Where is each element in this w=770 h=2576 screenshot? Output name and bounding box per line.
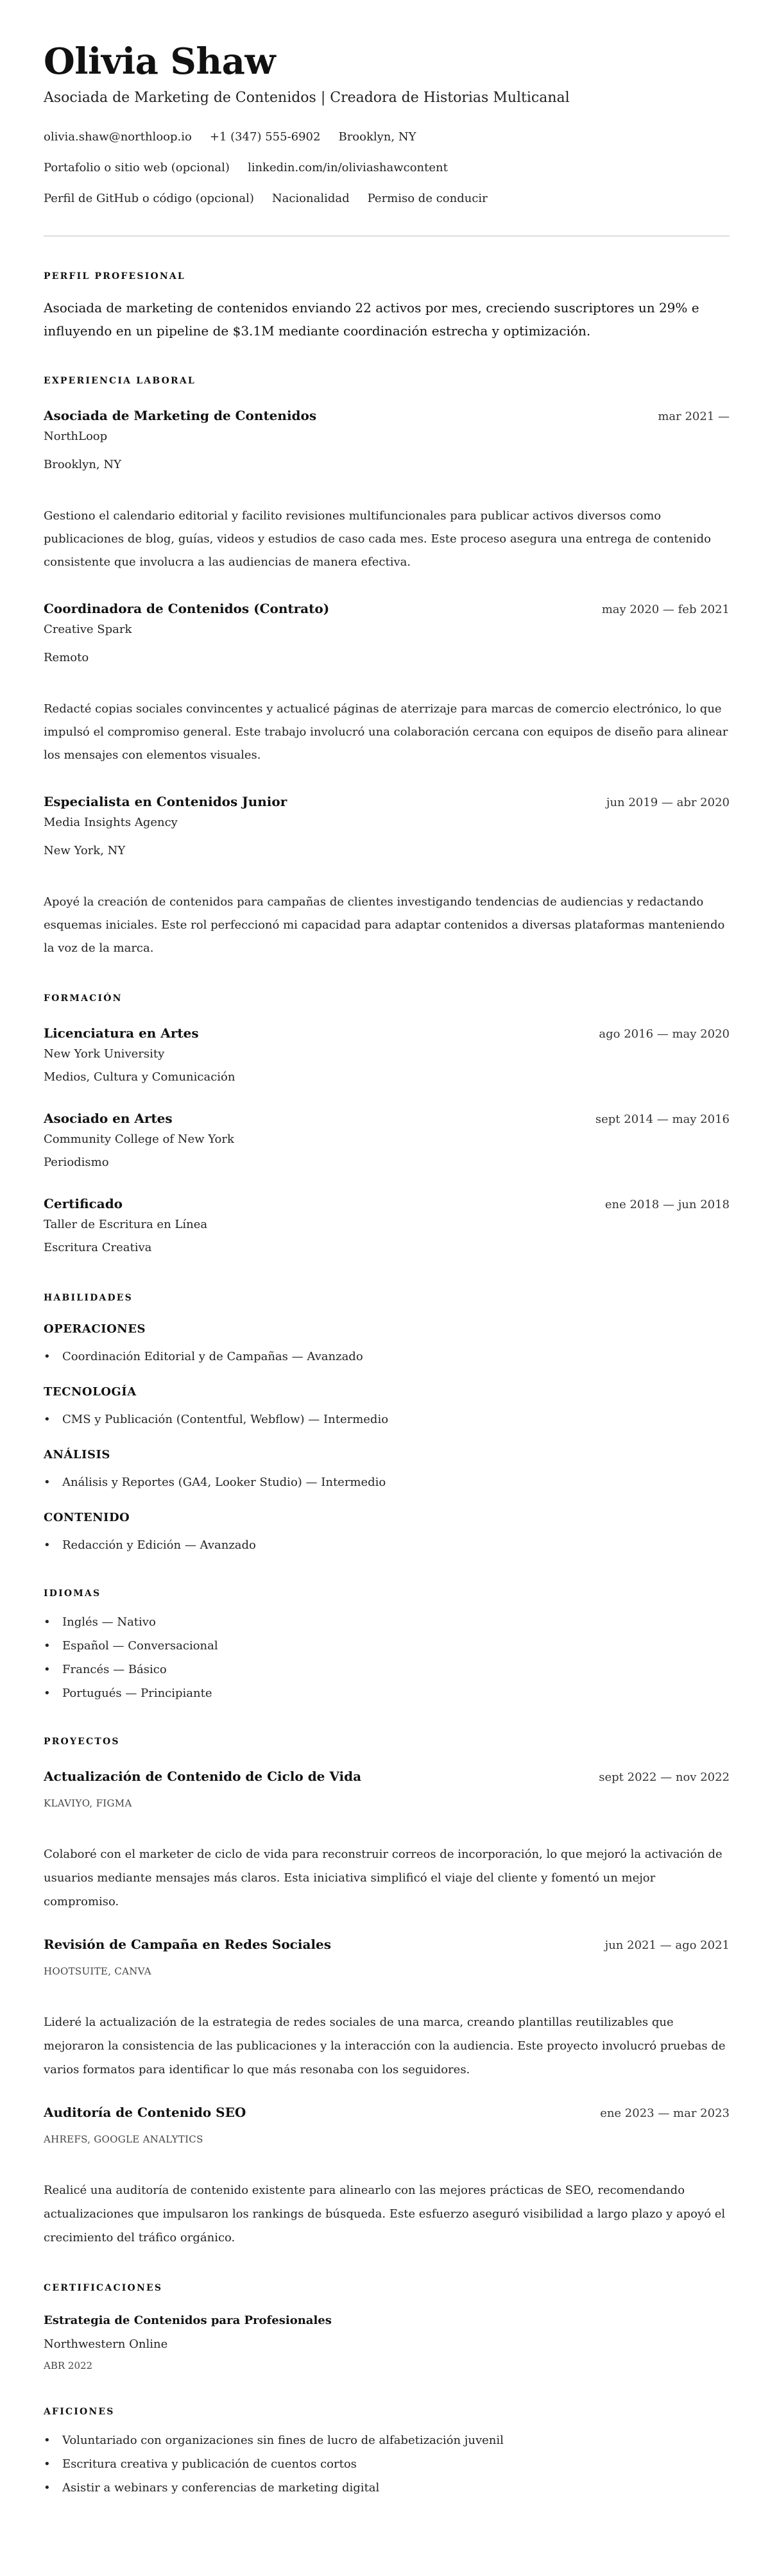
summary-text: Asociada de marketing de contenidos enviando 22 activos por mes, creciendo suscriptores un 29% e influyendo en un pipeline de $3.1M mediante coordinación estrecha y optimización. bbox=[44, 300, 699, 339]
certification-issuer: Northwestern Online bbox=[44, 2337, 168, 2351]
job-title: Asociada de Marketing de Contenidos bbox=[44, 408, 317, 423]
contact-portfolio[interactable]: Portafolio o sitio web (opcional) bbox=[44, 161, 230, 174]
field-of-study: Medios, Cultura y Comunicación bbox=[44, 1070, 235, 1084]
degree: Certificado bbox=[44, 1196, 123, 1211]
project-title: Revisión de Campaña en Redes Sociales bbox=[44, 1937, 331, 1952]
project-description: Colaboré con el marketer de ciclo de vida para reconstruir correos de incorporación, lo que mejoró la activación de usuarios mediante mensajes más claros. Esta iniciativa simplificó el viaje del cliente y fomentó un mejor compromiso. bbox=[44, 1848, 723, 1908]
project-entry bbox=[44, 1767, 730, 1914]
project-tech: HOOTSUITE, CANVA bbox=[44, 1966, 151, 1977]
contact-email[interactable]: olivia.shaw@northloop.io bbox=[44, 130, 192, 144]
candidate-name: Olivia Shaw bbox=[44, 40, 276, 83]
education-dates: ago 2016 — may 2020 bbox=[599, 1027, 730, 1041]
field-of-study: Escritura Creativa bbox=[44, 1241, 152, 1254]
degree: Licenciatura en Artes bbox=[44, 1025, 199, 1041]
skill-list bbox=[44, 1471, 730, 1494]
job-location: Remoto bbox=[44, 651, 89, 664]
education-entry bbox=[44, 1194, 730, 1259]
project-description: Realicé una auditoría de contenido existente para alinearlo con las mejores prácticas de SEO, recomendando actualizaciones que impulsaron los rankings de búsqueda. Este esfuerzo aseguró visibilidad a largo plazo y apoyó el crecimiento del tráfico orgánico. bbox=[44, 2184, 726, 2244]
education-entry bbox=[44, 1023, 730, 1089]
skill-item: • Redacción y Edición — Avanzado bbox=[44, 1534, 730, 1557]
skill-item: • Coordinación Editorial y de Campañas — Avanzado bbox=[44, 1345, 730, 1368]
contact-phone[interactable]: +1 (347) 555-6902 bbox=[209, 130, 321, 144]
job-company: Media Insights Agency bbox=[44, 816, 178, 829]
hobby-item: • Asistir a webinars y conferencias de marketing digital bbox=[44, 2476, 730, 2500]
job-entry bbox=[44, 406, 730, 574]
job-description: Apoyé la creación de contenidos para campañas de clientes investigando tendencias de audiencias y redactando esquemas iniciales. Este rol perfeccionó mi capacidad para adaptar contenidos a diversas plataformas manteniendo la voz de la marca. bbox=[44, 895, 725, 955]
headline: Asociada de Marketing de Contenidos | Creadora de Historias Multicanal bbox=[44, 90, 570, 106]
job-company: Creative Spark bbox=[44, 623, 132, 636]
hobby-list bbox=[44, 2429, 730, 2500]
project-dates: sept 2022 — nov 2022 bbox=[599, 1771, 730, 1784]
certification-title: Estrategia de Contenidos para Profesionales bbox=[44, 2314, 332, 2327]
job-title: Especialista en Contenidos Junior bbox=[44, 794, 287, 809]
job-location: New York, NY bbox=[44, 844, 126, 857]
job-location: Brooklyn, NY bbox=[44, 458, 122, 471]
contact-github[interactable]: Perfil de GitHub o código (opcional) bbox=[44, 192, 254, 205]
job-entry bbox=[44, 792, 730, 960]
skill-category: ANÁLISIS bbox=[44, 1448, 110, 1461]
job-dates: mar 2021 — bbox=[658, 410, 730, 423]
contact-license: Permiso de conducir bbox=[367, 192, 488, 205]
hobby-item: • Escritura creativa y publicación de cuentos cortos bbox=[44, 2452, 730, 2476]
project-dates: ene 2023 — mar 2023 bbox=[600, 2107, 730, 2120]
section-heading-education: FORMACIÓN bbox=[44, 993, 123, 1004]
skill-item: • CMS y Publicación (Contentful, Webflow) — Intermedio bbox=[44, 1408, 730, 1431]
school: New York University bbox=[44, 1047, 165, 1061]
education-dates: ene 2018 — jun 2018 bbox=[604, 1198, 730, 1211]
skill-category: OPERACIONES bbox=[44, 1322, 146, 1336]
project-dates: jun 2021 — ago 2021 bbox=[604, 1939, 730, 1952]
section-heading-experience: EXPERIENCIA LABORAL bbox=[44, 376, 196, 386]
language-item: • Inglés — Nativo bbox=[44, 1610, 730, 1634]
education-dates: sept 2014 — may 2016 bbox=[595, 1113, 730, 1126]
job-entry bbox=[44, 599, 730, 767]
school: Community College of New York bbox=[44, 1132, 234, 1146]
language-item: • Francés — Básico bbox=[44, 1658, 730, 1681]
project-entry bbox=[44, 1935, 730, 2082]
skill-item: • Análisis y Reportes (GA4, Looker Studio) — Intermedio bbox=[44, 1471, 730, 1494]
language-list bbox=[44, 1610, 730, 1705]
language-item: • Portugués — Principiante bbox=[44, 1681, 730, 1705]
job-dates: may 2020 — feb 2021 bbox=[601, 603, 730, 616]
contact-row bbox=[44, 183, 730, 214]
project-title: Actualización de Contenido de Ciclo de Vida bbox=[44, 1769, 362, 1784]
language-item: • Español — Conversacional bbox=[44, 1634, 730, 1658]
job-description: Redacté copias sociales convincentes y actualicé páginas de aterrizaje para marcas de comercio electrónico, lo que impulsó el compromiso general. Este trabajo involucró una colaboración cercana con equipos de diseño para alinear los mensajes con elementos visuales. bbox=[44, 702, 728, 762]
header-divider bbox=[44, 235, 730, 237]
skill-category: CONTENIDO bbox=[44, 1511, 130, 1524]
section-heading-summary: PERFIL PROFESIONAL bbox=[44, 271, 185, 282]
project-title: Auditoría de Contenido SEO bbox=[44, 2105, 246, 2120]
job-title: Coordinadora de Contenidos (Contrato) bbox=[44, 601, 330, 616]
project-tech: KLAVIYO, FIGMA bbox=[44, 1797, 132, 1809]
contact-row bbox=[44, 153, 730, 183]
section-heading-projects: PROYECTOS bbox=[44, 1737, 120, 1747]
project-tech: AHREFS, GOOGLE ANALYTICS bbox=[44, 2134, 203, 2145]
job-description: Gestiono el calendario editorial y facilito revisiones multifuncionales para publicar activos diversos como publicaciones de blog, guías, videos y estudios de caso cada mes. Este proceso asegura una entrega de contenido consistente que involucra a las audiencias de manera efectiva. bbox=[44, 509, 712, 569]
section-heading-languages: IDIOMAS bbox=[44, 1588, 101, 1599]
hobby-item: • Voluntariado con organizaciones sin fines de lucro de alfabetización juvenil bbox=[44, 2429, 730, 2452]
contact-linkedin[interactable]: linkedin.com/in/oliviashawcontent bbox=[247, 161, 448, 174]
skill-list bbox=[44, 1345, 730, 1368]
skill-list bbox=[44, 1534, 730, 1557]
section-heading-hobbies: AFICIONES bbox=[44, 2407, 115, 2417]
school: Taller de Escritura en Línea bbox=[44, 1218, 208, 1231]
skill-list bbox=[44, 1408, 730, 1431]
project-description: Lideré la actualización de la estrategia de redes sociales de una marca, creando plantillas reutilizables que mejoraron la consistencia de las publicaciones y la interacción con la audiencia. Este proyecto involucró pruebas de varios formatos para identificar lo que más resonaba con los seguidores. bbox=[44, 2016, 726, 2076]
project-entry bbox=[44, 2103, 730, 2250]
contact-location: Brooklyn, NY bbox=[338, 130, 416, 144]
contact-info bbox=[44, 122, 730, 214]
education-entry bbox=[44, 1109, 730, 1174]
contact-nationality: Nacionalidad bbox=[271, 192, 350, 205]
job-dates: jun 2019 — abr 2020 bbox=[606, 796, 730, 809]
contact-row bbox=[44, 122, 730, 153]
section-heading-skills: HABILIDADES bbox=[44, 1293, 133, 1303]
skill-category: TECNOLOGÍA bbox=[44, 1385, 137, 1399]
degree: Asociado en Artes bbox=[44, 1111, 173, 1126]
certification-date: ABR 2022 bbox=[44, 2360, 93, 2371]
section-heading-certifications: CERTIFICACIONES bbox=[44, 2283, 163, 2293]
field-of-study: Periodismo bbox=[44, 1156, 109, 1169]
job-company: NorthLoop bbox=[44, 430, 108, 443]
